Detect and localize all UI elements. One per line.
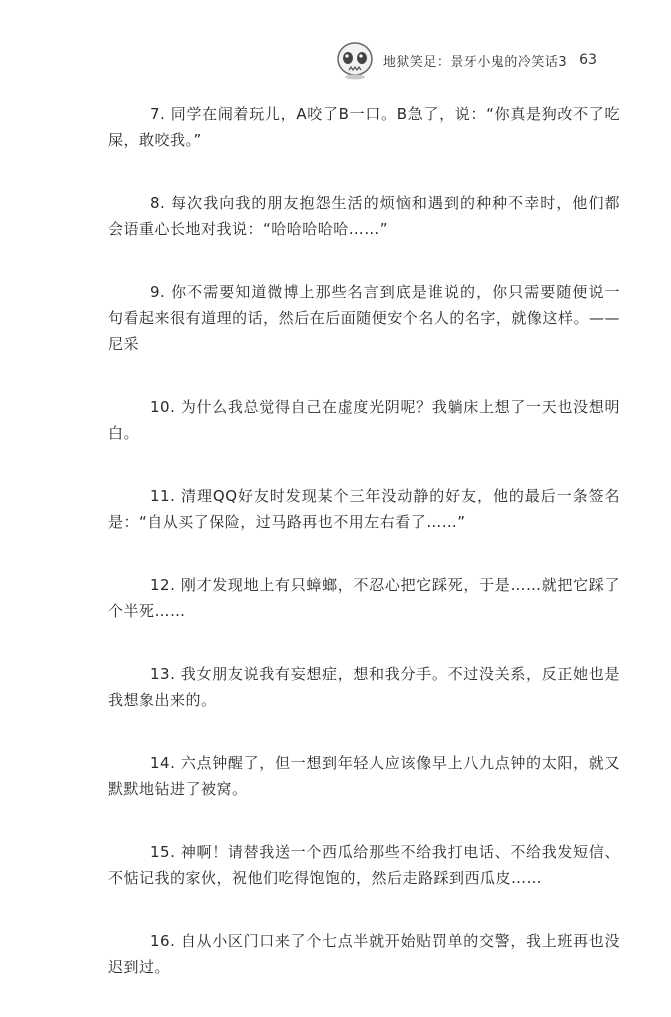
joke-item: 13. 我女朋友说我有妄想症，想和我分手。不过没关系，反正她也是我想象出来的。	[108, 665, 620, 709]
skull-mascot-icon	[335, 40, 375, 80]
joke-list	[108, 101, 620, 1017]
joke-item: 8. 每次我向我的朋友抱怨生活的烦恼和遇到的种种不幸时，他们都会语重心长地对我说：“哈哈哈哈哈……”	[108, 194, 620, 238]
joke-item: 10. 为什么我总觉得自己在虚度光阴呢？我躺床上想了一天也没想明白。	[108, 398, 620, 442]
joke-item: 15. 神啊！请替我送一个西瓜给那些不给我打电话、不给我发短信、不惦记我的家伙，祝他们吃得饱饱的，然后走路踩到西瓜皮……	[108, 843, 620, 887]
joke-item: 9. 你不需要知道微博上那些名言到底是谁说的，你只需要随便说一句看起来很有道理的话，然后在后面随便安个名人的名字，就像这样。——尼采	[108, 283, 620, 353]
joke-item: 14. 六点钟醒了，但一想到年轻人应该像早上八九点钟的太阳，就又默默地钻进了被窝。	[108, 754, 620, 798]
joke-item: 11. 清理QQ好友时发现某个三年没动静的好友，他的最后一条签名是：“自从买了保险，过马路再也不用左右看了……”	[108, 487, 620, 531]
page-number: 63	[579, 52, 597, 68]
joke-item: 12. 刚才发现地上有只蟑螂，不忍心把它踩死，于是……就把它踩了个半死……	[108, 576, 620, 620]
running-header	[335, 40, 597, 80]
joke-item: 7. 同学在闹着玩儿，A咬了B一口。B急了，说：“你真是狗改不了吃屎，敢咬我。”	[108, 105, 620, 149]
joke-item: 16. 自从小区门口来了个七点半就开始贴罚单的交警，我上班再也没迟到过。	[108, 932, 620, 976]
header-title: 地狱笑足：景牙小鬼的冷笑话3	[382, 54, 568, 70]
